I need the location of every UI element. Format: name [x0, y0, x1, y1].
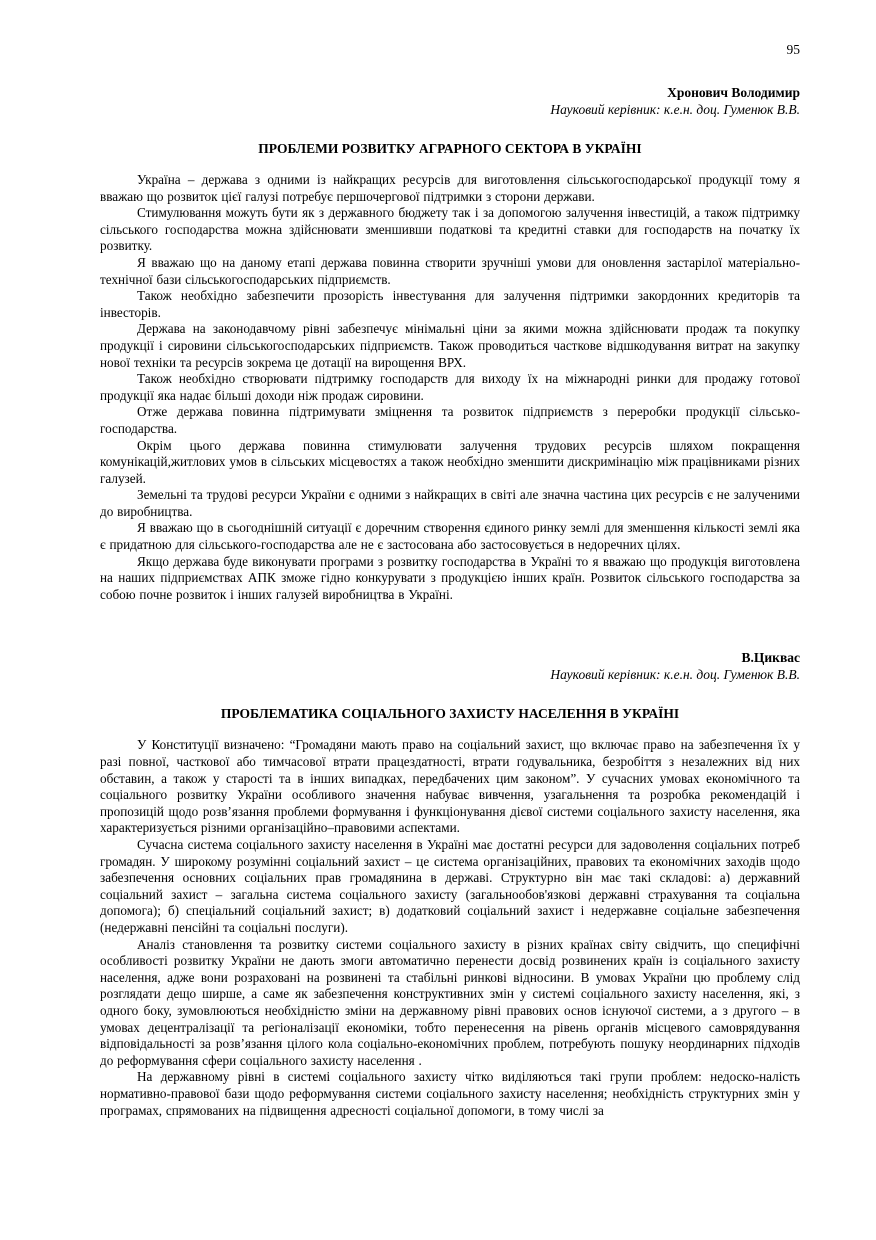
paragraph: Я вважаю що в сьогоднішній ситуації є доречним створення єдиного ринку землі для зменшення кількості землі яка є придатною для сільського-господарства але не є застосована або застосовується в недоречних цілях.: [100, 520, 800, 553]
page-number: 95: [786, 42, 800, 57]
author-name: В.Циквас: [741, 650, 800, 666]
article-separator: [100, 603, 800, 649]
paragraph: Якщо держава буде виконувати програми з розвитку господарства в Україні то я вважаю що продукція виготовлена на наших підприємствах АПК зможе гідно конкурувати з продукцією інших країн. Розвиток сільського господарства за собою почне розвиток і інших галузей виробництва в Україні.: [100, 553, 800, 602]
author-name: Хронович Володимир: [667, 85, 800, 100]
paragraph: Україна – держава з одними із найкращих ресурсів для виготовлення сільськогосподарської продукції тому я вважаю що розвиток цієї галузі потребує першочергової підтримки з сторони держави.: [100, 172, 800, 204]
supervisor-line: Науковий керівник: к.е.н. доц. Гуменюк В.В.: [550, 102, 800, 117]
paragraph: Стимулювання можуть бути як з державного бюджету так і за допомогою залучення інвестицій, а також підтримку сільського господарства можна здійснювати зменшивши податкові та кредитні ставки для господарств на початку їх розвитку.: [100, 205, 800, 254]
supervisor-line: Науковий керівник: к.е.н. доц. Гуменюк В.В.: [550, 667, 800, 683]
paragraph: Також необхідно забезпечити прозорість інвестування для залучення підтримки закордонних кредиторів та інвесторів.: [100, 288, 800, 320]
paragraph: Сучасна система соціального захисту населення в Україні має достатні ресурси для задоволення соціальних потреб громадян. У широкому розумінні соціальний захист – це система організаційних, правових та економічних заходів щодо забезпечення основних соціальних прав громадянина в державі. Структурно він має такі складові: а) державний соціальний захист – загальна система соціального захисту (загальнообов'язкові державні страхування та соціальна допомога); б) спеціальний соціальний захист; в) додатковий соціальний захист і недержавне соціальне забезпечення (недержавні пенсійні та соціальні послуги).: [100, 837, 800, 935]
paragraph: Також необхідно створювати підтримку господарств для виходу їх на міжнародні ринки для продажу готової продукції яка надає більші доходи ніж продаж сировини.: [100, 371, 800, 403]
paragraph: Держава на законодавчому рівні забезпечує мінімальні ціни за якими можна здійснювати продаж та покупку продукції і сировини сільськогосподарських підприємств. Також проводиться часткове відшкодування витрат на закупку нової техніки та ресурсів зокрема це дотації на вирощення ВРХ.: [100, 321, 800, 370]
paragraph: Я вважаю що на даному етапі держава повинна створити зручніші умови для оновлення застарілої матеріально-технічної бази сільськогосподарських підприємств.: [100, 254, 800, 287]
paragraph: Земельні та трудові ресурси України є одними з найкращих в світі але значна частина цих ресурсів є не залученими до виробництва.: [100, 487, 800, 519]
paragraph: Аналіз становлення та розвитку системи соціального захисту в різних країнах світу свідчить, що специфічні особливості розвитку України не дають змоги автоматично перенести досвід розвинених країн із соціального захисту населення, адже вони розраховані на розвинені та стабільні ринкові відносини. В умовах України цю проблему слід розглядати дещо ширше, а саме як забезпечення конструктивних змін у системі соціального захисту населення, які, з одного боку, зумовлюються необхідністю зміни на державному рівні правових основ існуючої системи, а з другого – в умовах децентралізації та регіоналізації економіки, тобто перенесення на рівень органів місцевого самоврядування відповідальності за розв’язання цілого кола соціально-економічних проблем, потребують пошуку неординарних підходів до реформування сфери соціального захисту населення .: [100, 936, 800, 1068]
article-title: ПРОБЛЕМИ РОЗВИТКУ АГРАРНОГО СЕКТОРА В УКРАЇНІ: [258, 141, 642, 156]
paragraph: У Конституції визначено: “Громадяни мають право на соціальний захист, що включає право на забезпечення їх у разі повної, часткової або тимчасової втрати працездатності, втрати годувальника, безробіття з незалежних від них обставин, а також у старості та в інших випадках, передбачених цим законом”. У сучасних умовах економічного та соціального розвитку України особливого значення набуває вивчення, узагальнення та розробка рекомендацій і пропозицій щодо розв’язання проблеми формування і функціонування дієвої системи соціального захисту населення, яка характеризується різними організаційно–правовими аспектами.: [100, 737, 800, 836]
paragraph: Окрім цього держава повинна стимулювати залучення трудових ресурсів шляхом покращення комунікацій,житлових умов в сільських місцевостях а також необхідно зменшити дискримінацію між працівниками різних галузей.: [100, 437, 800, 486]
paragraph: На державному рівні в системі соціального захисту чітко виділяються такі групи проблем: недоско-налість нормативно-правової бази щодо реформування системи соціального захисту населення; необхідність структурних змін у програмах, спрямованих на підвищення адресності соціальної допомоги, в тому числі за: [100, 1069, 800, 1118]
article-title: ПРОБЛЕМАТИКА СОЦІАЛЬНОГО ЗАХИСТУ НАСЕЛЕННЯ В УКРАЇНІ: [220, 706, 680, 722]
paragraph: Отже держава повинна підтримувати зміцнення та розвиток підприємств з переробки продукції сільсько-господарства.: [100, 404, 800, 436]
